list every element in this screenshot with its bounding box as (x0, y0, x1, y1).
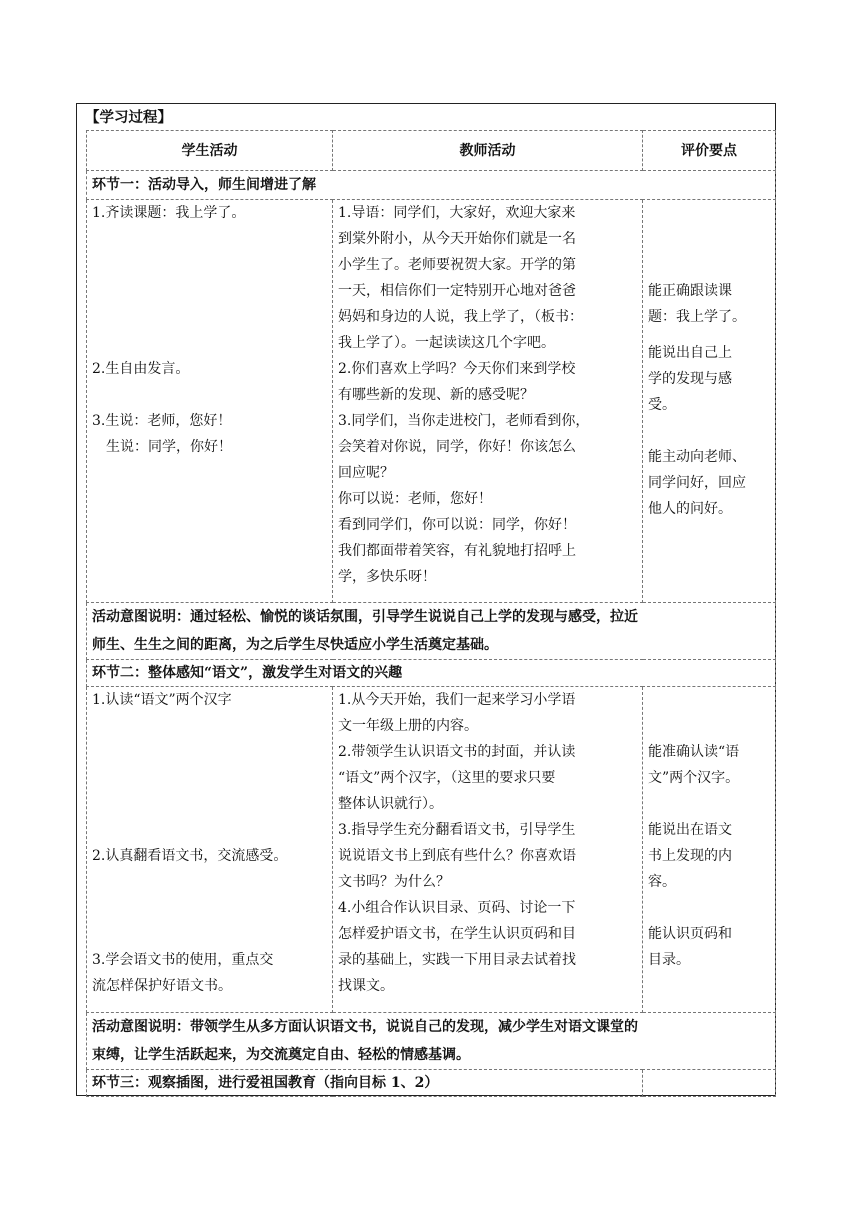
stage2-student-line: 3.学会语文书的使用，重点交 (92, 952, 274, 968)
stage1-teacher-line: 3.同学们，当你走进校门，老师看到你， (338, 413, 590, 429)
stage2-student-cell (87, 687, 333, 1013)
stage2-eval-line: 容。 (648, 874, 676, 890)
stage2-teacher-line: 2.带领学生认识语文书的封面，并认读 (338, 744, 576, 760)
stage1-eval-line: 能正确跟读课 (648, 283, 732, 299)
intent1-row (87, 603, 776, 660)
stage2-student-line: 2.认真翻看语文书，交流感受。 (92, 848, 288, 864)
stage3-title: 环节三：观察插图，进行爱祖国教育（指向目标 1、2） (87, 1070, 643, 1097)
stage1-teacher-line: 看到同学们，你可以说：同学，你好！ (338, 517, 576, 533)
stage2-evaluation-cell (643, 687, 776, 1013)
stage1-teacher-line: 1.导语：同学们，大家好，欢迎大家来 (338, 205, 576, 221)
stage1-evaluation-cell (643, 200, 776, 603)
stage2-teacher-line: 找课文。 (338, 978, 394, 994)
stage1-teacher-line: 小学生了。老师要祝贺大家。开学的第 (338, 257, 576, 273)
stage2-title: 环节二：整体感知“语文”，激发学生对语文的兴趣 (87, 660, 776, 687)
stage2-eval-line: 文”两个汉字。 (648, 770, 740, 786)
header-row (87, 131, 776, 171)
learning-process-table (86, 130, 776, 1097)
stage2-teacher-line: 1.从今天开始，我们一起来学习小学语 (338, 692, 576, 708)
stage1-teacher-line: 我上学了）。一起读读这几个字吧。 (338, 335, 555, 351)
stage1-teacher-line: 一天，相信你们一定特别开心地对爸爸 (338, 283, 576, 299)
stage2-teacher-line: 录的基础上，实践一下用目录去试着找 (338, 952, 576, 968)
stage1-eval-line: 同学问好，回应 (648, 475, 746, 491)
intent2-line: 活动意图说明：带领学生从多方面认识语文书，说说自己的发现，减少学生对语文课堂的 (92, 1019, 638, 1035)
stage2-teacher-line: 整体认识就行）。 (338, 796, 443, 812)
stage2-eval-line: 目录。 (648, 952, 690, 968)
stage1-teacher-line: 妈妈和身边的人说，我上学了，（板书： (338, 309, 583, 325)
section-title: 【学习过程】 (85, 109, 172, 126)
intent1-line: 师生、生生之间的距离，为之后学生尽快适应小学生活奠定基础。 (92, 636, 498, 653)
stage1-eval-line: 题：我上学了。 (648, 309, 746, 325)
stage1-teacher-cell (333, 200, 643, 603)
stage2-student-line: 1.认读“语文”两个汉字 (92, 692, 232, 708)
stage3-title-row (87, 1070, 776, 1097)
stage1-student-line: 1.齐读课题：我上学了。 (92, 205, 246, 221)
stage1-teacher-line: 会笑着对你说，同学，你好！你该怎么 (338, 439, 576, 455)
stage2-teacher-line: 怎样爱护语文书，在学生认识页码和目 (338, 926, 576, 942)
stage2-eval-line: 能认识页码和 (648, 926, 732, 942)
header-student: 学生活动 (87, 131, 333, 171)
stage1-eval-line: 受。 (648, 397, 676, 413)
stage1-teacher-line: 我们都面带着笑容，有礼貌地打招呼上 (338, 543, 576, 559)
stage1-eval-line: 学的发现与感 (648, 371, 732, 387)
header-teacher: 教师活动 (333, 131, 643, 171)
stage1-title: 环节一：活动导入，师生间增进了解 (87, 171, 776, 200)
stage2-title-row (87, 660, 776, 687)
stage1-eval-line: 能说出自己上 (648, 345, 732, 361)
stage3-empty-cell (643, 1070, 776, 1097)
stage1-teacher-line: 学，多快乐呀！ (338, 569, 436, 585)
stage1-student-cell (87, 200, 333, 603)
intent2-line: 束缚，让学生活跃起来，为交流奠定自由、轻松的情感基调。 (92, 1046, 470, 1063)
stage1-eval-line: 能主动向老师、 (648, 449, 746, 465)
stage2-eval-line: 书上发现的内 (648, 848, 732, 864)
stage2-teacher-line: 说说语文书上到底有些什么？你喜欢语 (338, 848, 576, 864)
stage1-student-line: 生说：同学，你好！ (106, 439, 232, 455)
stage2-eval-line: 能说出在语文 (648, 822, 732, 838)
stage1-teacher-line: 2.你们喜欢上学吗？今天你们来到学校 (338, 361, 576, 377)
header-evaluation: 评价要点 (643, 131, 776, 171)
stage1-student-line: 2.生自由发言。 (92, 361, 190, 377)
stage2-student-line: 流怎样保护好语文书。 (92, 978, 232, 994)
stage1-teacher-line: 有哪些新的发现、新的感受呢？ (338, 387, 534, 403)
intent1-line: 活动意图说明：通过轻松、愉悦的谈话氛围，引导学生说说自己上学的发现与感受，拉近 (92, 609, 638, 625)
stage2-teacher-cell (333, 687, 643, 1013)
intent1-cell (87, 603, 776, 660)
stage2-teacher-line: “语文”两个汉字，（这里的要求只要 (338, 770, 556, 786)
stage2-teacher-line: 文书吗？为什么？ (338, 874, 450, 890)
stage1-eval-line: 他人的问好。 (648, 501, 732, 517)
stage1-title-row (87, 171, 776, 200)
intent2-row (87, 1013, 776, 1070)
stage1-student-line: 3.生说：老师，您好！ (92, 413, 232, 429)
intent2-cell (87, 1013, 776, 1070)
stage2-teacher-line: 3.指导学生充分翻看语文书，引导学生 (338, 822, 576, 838)
stage1-teacher-line: 到棠外附小，从今天开始你们就是一名 (338, 231, 576, 247)
stage1-teacher-line: 你可以说：老师，您好！ (338, 491, 492, 507)
stage2-teacher-line: 4.小组合作认识目录、页码、讨论一下 (338, 900, 576, 916)
stage2-eval-line: 能准确认读“语 (648, 744, 740, 760)
stage1-content-row (87, 200, 776, 603)
stage2-teacher-line: 文一年级上册的内容。 (338, 718, 478, 734)
stage1-teacher-line: 回应呢？ (338, 465, 394, 481)
stage2-content-row (87, 687, 776, 1013)
